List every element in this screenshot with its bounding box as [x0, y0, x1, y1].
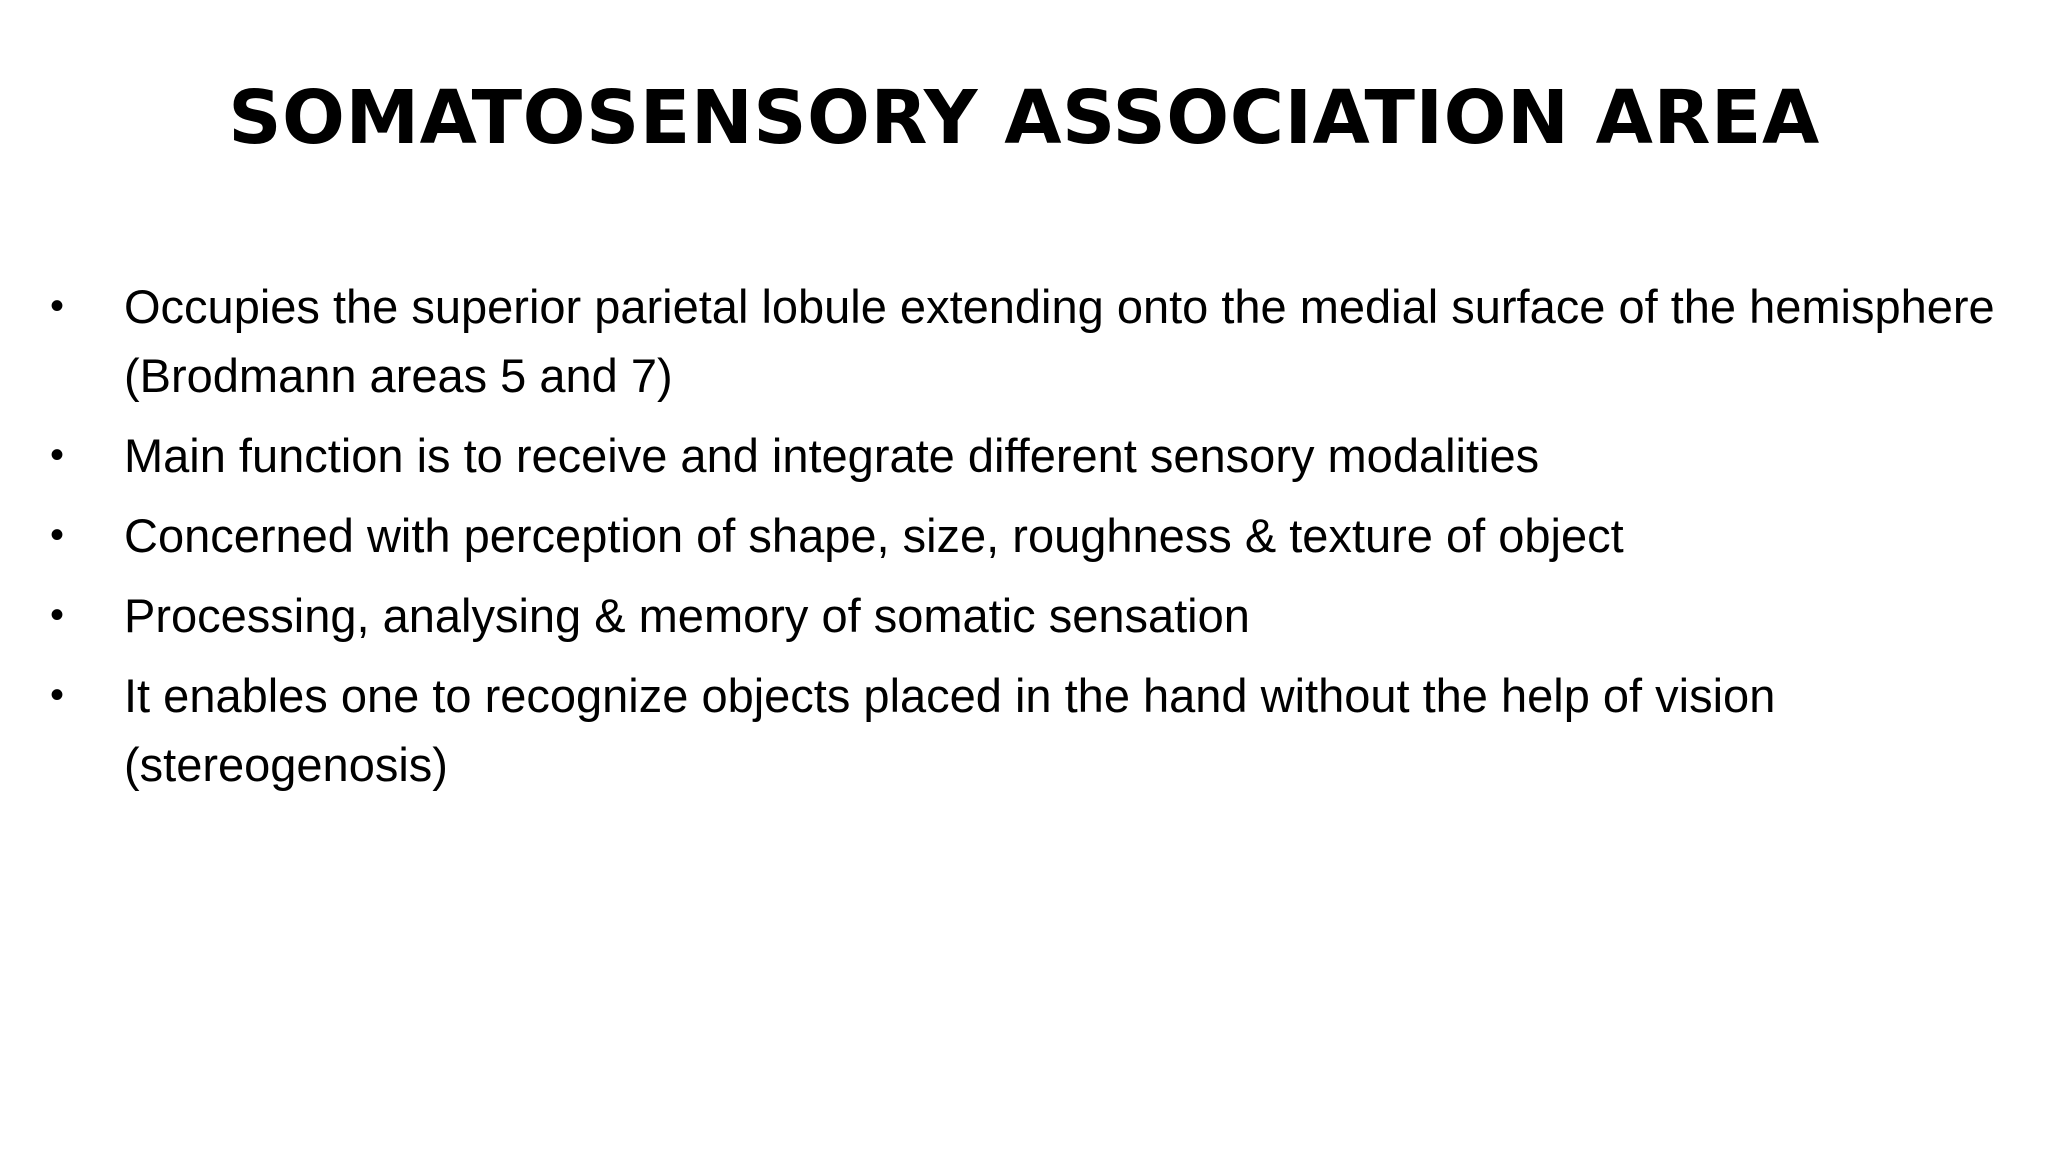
bullet-item: [40, 421, 2000, 490]
bullet-text: Processing, analysing & memory of somatic sensation: [124, 589, 1250, 642]
bullet-text: It enables one to recognize objects placed in the hand without the help of vision (stereogenosis): [124, 669, 1776, 791]
bullet-text: Main function is to receive and integrate different sensory modalities: [124, 429, 1540, 482]
bullet-text: Concerned with perception of shape, size, roughness & texture of object: [124, 509, 1624, 562]
bullet-dot-icon: •: [50, 593, 65, 637]
bullet-dot-icon: •: [50, 513, 65, 557]
bullet-item: [40, 661, 2000, 799]
bullet-item: [40, 272, 2000, 410]
bullet-item: [40, 501, 2000, 570]
bullet-text: Occupies the superior parietal lobule extending onto the medial surface of the hemisphere (Brodmann areas 5 and 7): [124, 280, 1995, 402]
slide-title: SOMATOSENSORY ASSOCIATION AREA: [228, 75, 1820, 161]
bullet-dot-icon: •: [50, 433, 65, 477]
bullet-item: [40, 581, 2000, 650]
bullet-dot-icon: •: [50, 673, 65, 717]
bullet-list: [40, 272, 2000, 810]
bullet-dot-icon: •: [50, 284, 65, 328]
